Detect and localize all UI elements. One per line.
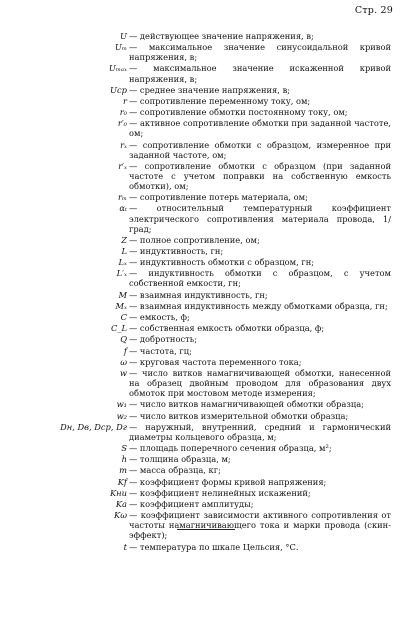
entry-description: — коэффициент формы кривой напряжения;: [129, 476, 327, 487]
entry-symbol: L: [121, 246, 127, 256]
definition-entry: [0, 368, 420, 398]
definition-entry: [0, 31, 420, 41]
entry-symbol: αₜ: [119, 203, 127, 214]
definition-entry: [0, 63, 420, 83]
entry-description: — коэффициент зависимости активного сопротивления от частоты намагничивающего тока и марки провода (скин-эффект);: [129, 510, 391, 541]
definition-entry: [0, 465, 420, 475]
definition-entry: [0, 257, 420, 267]
entry-symbol: Uₘ: [114, 42, 127, 53]
entry-symbol: Kа: [115, 498, 127, 509]
entry-description: — число витков намагничивающей обмотки, нанесенной на образец двойным проводом для образования двух обмоток при мостовом методе измерения;: [129, 367, 391, 399]
definition-entry: [0, 290, 420, 300]
entry-symbol: L′ₓ: [116, 268, 127, 279]
entry-symbol: w: [119, 367, 127, 378]
entry-description: — индуктивность, гн;: [129, 246, 224, 256]
entry-symbol: Mₓ: [115, 300, 127, 311]
entry-symbol: r₀: [119, 107, 127, 118]
definition-entry: [0, 203, 420, 233]
definition-entry: [0, 443, 420, 453]
entry-symbol: M: [118, 289, 127, 300]
entry-symbol: ω: [120, 356, 127, 367]
definition-entry: [0, 399, 420, 409]
entry-description: — масса образца, кг;: [129, 465, 221, 476]
entry-description: — среднее значение напряжения, в;: [129, 84, 291, 95]
definition-entry: [0, 118, 420, 138]
entry-symbol: r′ₓ: [118, 160, 127, 171]
entry-symbol: f: [123, 345, 127, 356]
definition-entry: [0, 161, 420, 191]
definition-entry: [0, 192, 420, 202]
entry-description: — активное сопротивление обмотки при заданной частоте, ом;: [129, 118, 391, 139]
entry-symbol: Uср: [110, 84, 127, 95]
entry-description: — круговая частота переменного тока;: [129, 356, 302, 367]
entry-description: — взаимная индуктивность между обмотками образца, гн;: [129, 300, 388, 311]
definition-entry: [0, 488, 420, 498]
entry-description: — полное сопротивление, ом;: [129, 234, 260, 245]
definition-entry: [0, 346, 420, 356]
definition-entry: [0, 235, 420, 245]
entry-description: — сопротивление потерь материала, ом;: [129, 192, 308, 203]
page-number: Стр. 29: [354, 5, 393, 16]
entry-description: — добротность;: [129, 334, 198, 345]
entry-description: — коэффициент амплитуды;: [129, 498, 254, 509]
entry-description: — толщина образца, м;: [129, 454, 231, 465]
entry-symbol: Lₓ: [118, 257, 127, 268]
entry-description: — число витков намагничивающей обмотки образца;: [129, 399, 364, 410]
entry-description: — сопротивление обмотки с образцом, измеренное при заданной частоте, ом;: [129, 139, 391, 160]
entry-symbol: w₁: [116, 399, 127, 410]
entry-description: — взаимная индуктивность, гн;: [129, 289, 268, 300]
entry-symbol: t: [123, 541, 127, 552]
entry-symbol: h: [121, 454, 127, 465]
entry-description: — максимальное значение синусоидальной кривой напряжения, в;: [129, 42, 391, 63]
definition-entry: [0, 246, 420, 256]
entry-symbol: Kни: [109, 487, 127, 498]
definition-entry: [0, 542, 420, 552]
entry-description: — сопротивление обмотки с образцом (при заданной частоте с учетом поправки на собственную емкость обмотки), ом;: [129, 160, 391, 192]
definition-entry: [0, 85, 420, 95]
definition-entry: [0, 301, 420, 311]
entry-symbol: U: [120, 31, 127, 41]
entry-description: — максимальное значение искаженной кривой напряжения, в;: [129, 63, 391, 84]
definition-entry: [0, 312, 420, 322]
entry-description: — температура по шкале Цельсия, °С.: [129, 541, 299, 552]
entry-symbol: C: [120, 312, 127, 323]
entry-symbol: Q: [120, 334, 127, 345]
definition-entry: [0, 140, 420, 160]
entry-description: — сопротивление обмотки постоянному току, ом;: [129, 107, 348, 118]
entry-description: — число витков измерительной обмотки образца;: [129, 410, 349, 421]
entry-symbol: Kf: [117, 476, 127, 487]
definition-entry: [0, 510, 420, 540]
definition-entry: [0, 411, 420, 421]
entry-symbol: rₘ: [117, 192, 127, 203]
definition-entry: [0, 268, 420, 288]
entry-description: — действующее значение напряжения, в;: [129, 31, 314, 41]
definition-entry: [0, 42, 420, 62]
entry-symbol: r′₀: [117, 118, 127, 129]
definition-entry: [0, 357, 420, 367]
definition-entry: [0, 454, 420, 464]
definition-entry: [0, 96, 420, 106]
entry-description: — площадь поперечного сечения образца, м²;: [129, 443, 332, 453]
definition-entry: [0, 334, 420, 344]
entry-description: — относительный температурный коэффициент электрического сопротивления материала провода, 1/град;: [129, 203, 391, 234]
entry-description: — индуктивность обмотки с образцом, с учетом собственной емкости, гн;: [129, 268, 391, 289]
entry-symbol: rₓ: [120, 139, 127, 150]
entry-symbol: m: [119, 465, 127, 476]
entry-description: — частота, гц;: [129, 345, 192, 356]
entry-description: — собственная емкость обмотки образца, ф;: [129, 323, 325, 334]
entry-description: — наружный, внутренний, средний и гармонический диаметры кольцевого образца, м;: [129, 421, 391, 442]
end-divider-line: [177, 529, 235, 530]
entry-description: — сопротивление переменному току, ом;: [129, 95, 311, 106]
definition-entry: [0, 323, 420, 333]
entry-description: — емкость, ф;: [129, 312, 190, 323]
symbol-definitions-list: [0, 31, 420, 553]
entry-symbol: S: [121, 443, 127, 453]
entry-symbol: Uₘₐₓ: [108, 63, 127, 74]
entry-symbol: r: [123, 95, 127, 106]
entry-symbol: C_L: [110, 323, 127, 334]
entry-symbol: Z: [121, 234, 127, 245]
entry-description: — индуктивность обмотки с образцом, гн;: [129, 257, 315, 268]
definition-entry: [0, 499, 420, 509]
entry-description: — коэффициент нелинейных искажений;: [129, 487, 311, 498]
definition-entry: [0, 107, 420, 117]
definition-entry: [0, 422, 420, 442]
definition-entry: [0, 477, 420, 487]
entry-symbol: Dн, Dв, Dср, Dг: [60, 421, 127, 432]
entry-symbol: Kω: [114, 510, 127, 521]
entry-symbol: w₂: [116, 410, 127, 421]
